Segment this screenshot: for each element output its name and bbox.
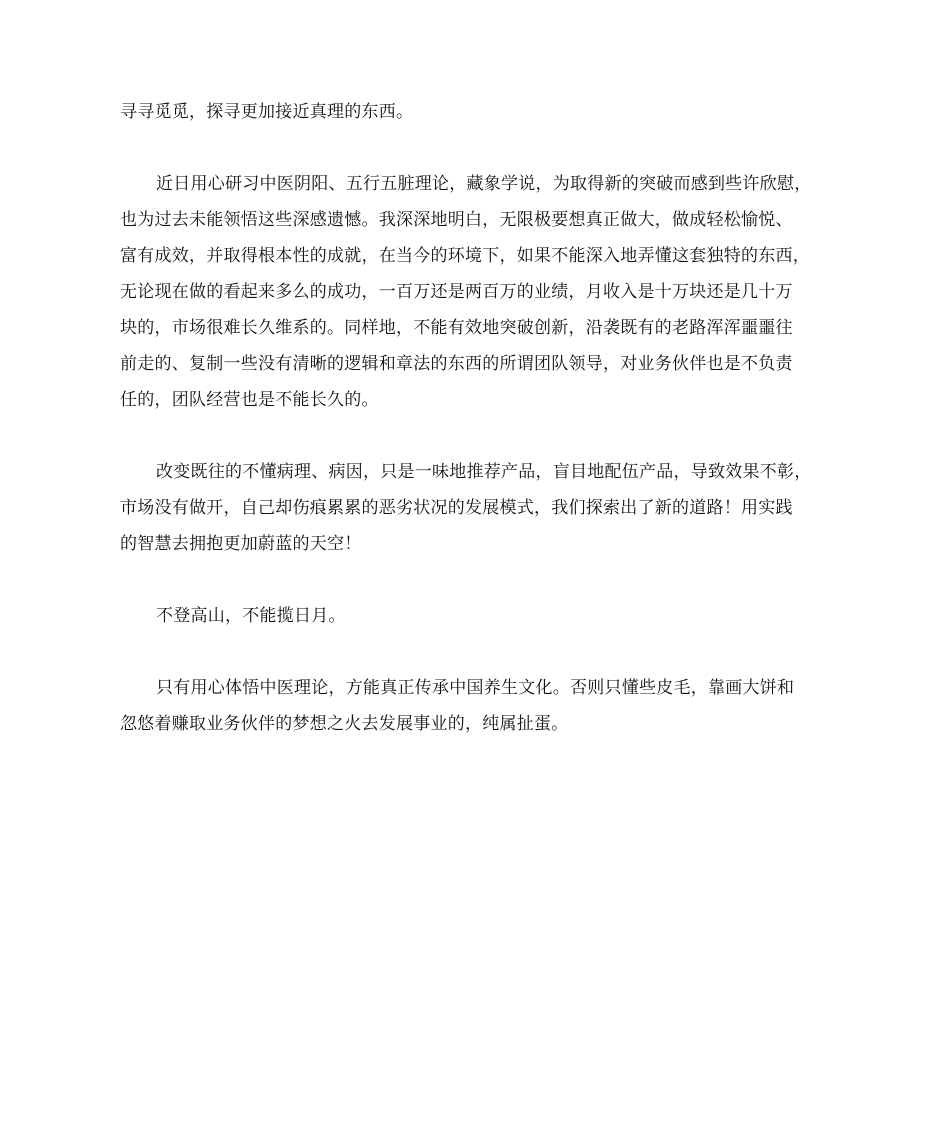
paragraph-line: 无论现在做的看起来多么的成功，一百万还是两百万的业绩，月收入是十万块还是几十万 <box>120 282 793 302</box>
paragraph-line: 市场没有做开，自己却伤痕累累的恶劣状况的发展模式，我们探索出了新的道路！用实践 <box>120 498 793 518</box>
paragraph-line: 寻寻觅觅，探寻更加接近真理的东西。 <box>120 102 414 122</box>
document-body <box>120 94 826 742</box>
paragraph-3 <box>120 454 826 562</box>
paragraph-5 <box>120 670 826 742</box>
paragraph-line: 忽悠着赚取业务伙伴的梦想之火去发展事业的，纯属扯蛋。 <box>120 714 569 734</box>
paragraph-line: 的智慧去拥抱更加蔚蓝的天空！ <box>120 534 362 554</box>
paragraph-1 <box>120 94 826 130</box>
paragraph-line: 富有成效，并取得根本性的成就，在当今的环境下，如果不能深入地弄懂这套独特的东西， <box>120 246 810 266</box>
paragraph-spacer <box>120 130 826 166</box>
paragraph-line: 只有用心体悟中医理论，方能真正传承中国养生文化。否则只懂些皮毛，靠画大饼和 <box>156 678 795 698</box>
paragraph-line: 改变既往的不懂病理、病因，只是一味地推荐产品，盲目地配伍产品，导致效果不彰， <box>156 462 812 482</box>
paragraph-line: 块的，市场很难长久维系的。同样地，不能有效地突破创新，沿袭既有的老路浑浑噩噩往 <box>120 318 793 338</box>
paragraph-line: 任的，团队经营也是不能长久的。 <box>120 390 379 410</box>
paragraph-line: 前走的、复制一些没有清晰的逻辑和章法的东西的所谓团队领导，对业务伙伴也是不负责 <box>120 354 793 374</box>
paragraph-spacer <box>120 418 826 454</box>
paragraph-4 <box>120 598 826 634</box>
paragraph-spacer <box>120 562 826 598</box>
paragraph-2 <box>120 166 826 418</box>
paragraph-spacer <box>120 634 826 670</box>
paragraph-line: 也为过去未能领悟这些深感遗憾。我深深地明白，无限极要想真正做大，做成轻松愉悦、 <box>120 210 793 230</box>
paragraph-line: 不登高山，不能揽日月。 <box>156 606 346 626</box>
paragraph-line: 近日用心研习中医阴阳、五行五脏理论，藏象学说，为取得新的突破而感到些许欣慰， <box>156 174 812 194</box>
